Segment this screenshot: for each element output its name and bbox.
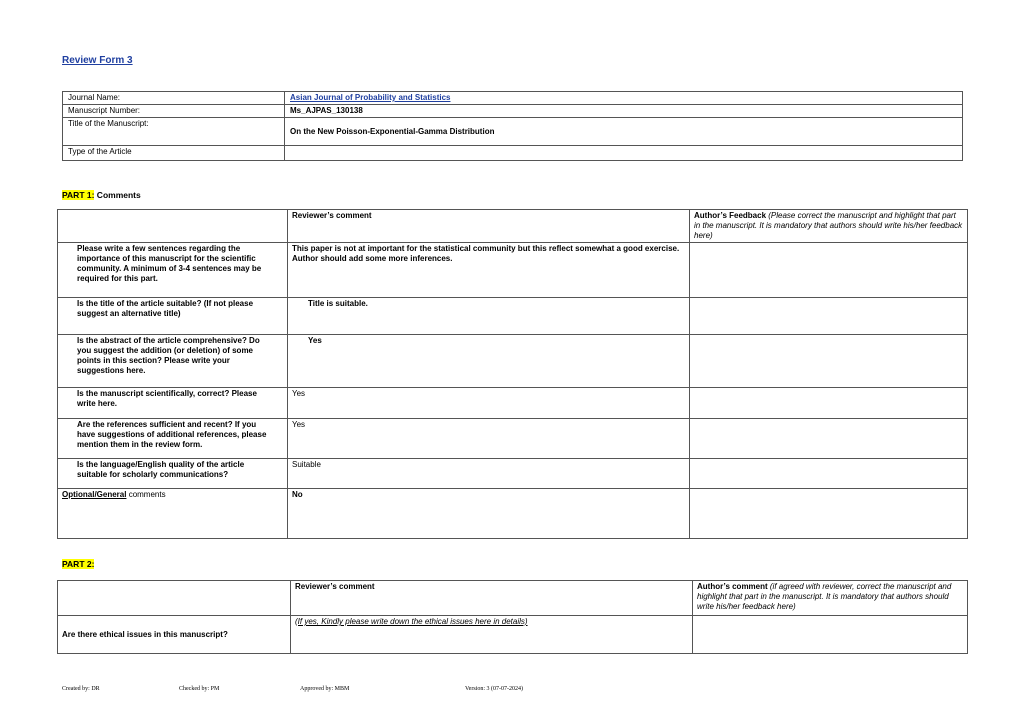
author-feedback-cell[interactable] [690, 419, 968, 459]
author-feedback-cell[interactable] [690, 335, 968, 388]
author-feedback-header-note: (Please correct the manuscript and highlight that part in the manuscript. It is mandatory that authors should write his/her feedback here) [694, 211, 963, 240]
reviewer-answer[interactable]: Suitable [288, 459, 690, 489]
ethical-question: Are there ethical issues in this manuscript? [58, 616, 291, 654]
question-cell: Are the references sufficient and recent? If you have suggestions of additional references, please mention them in the review form. [58, 419, 288, 459]
question-cell: Is the abstract of the article comprehensive? Do you suggest the addition (or deletion) of some points in this section? Please write your suggestions here. [58, 335, 288, 388]
footer-version: Version: 3 (07-07-2024) [465, 686, 523, 692]
part2-ethics-table [57, 580, 968, 654]
manuscript-title-value: On the New Poisson-Exponential-Gamma Distribution [285, 118, 963, 146]
question-cell: Please write a few sentences regarding the importance of this manuscript for the scientific community. A minimum of 3-4 sentences may be required for this part. [58, 243, 288, 298]
form-title: Review Form 3 [62, 55, 133, 66]
table-row [58, 388, 968, 419]
table-row [58, 616, 968, 654]
footer-checked: Checked by: PM [179, 686, 220, 692]
author-comment-cell[interactable] [693, 616, 968, 654]
reviewer-answer[interactable]: This paper is not at important for the statistical community but this reflect somewhat a good exercise. Author should add some more inferences. [288, 243, 690, 298]
author-comment-header [693, 581, 968, 616]
article-type-label: Type of the Article [63, 146, 285, 161]
table-row [58, 489, 968, 539]
reviewer-answer[interactable]: Yes [288, 419, 690, 459]
manuscript-number-label: Manuscript Number: [63, 105, 285, 118]
table-header-row [58, 581, 968, 616]
manuscript-number-value: Ms_AJPAS_130138 [285, 105, 963, 118]
author-comment-header-note: (if agreed with reviewer, correct the manuscript and highlight that part in the manuscript. It is mandatory that authors should write his/her feedback here) [697, 582, 952, 611]
table-header-row [58, 210, 968, 243]
part1-heading [62, 190, 141, 200]
empty-header-cell [58, 581, 291, 616]
table-row [58, 419, 968, 459]
table-row [58, 459, 968, 489]
table-row [63, 118, 963, 146]
part1-comments-table [57, 209, 968, 539]
reviewer-comment-header: Reviewer’s comment [288, 210, 690, 243]
part2-heading [62, 559, 94, 569]
table-row [63, 146, 963, 161]
table-row [63, 92, 963, 105]
journal-name-link[interactable]: Asian Journal of Probability and Statistics [290, 93, 451, 102]
manuscript-info-table [62, 91, 963, 161]
table-row [58, 335, 968, 388]
question-cell: Is the title of the article suitable? (If not please suggest an alternative title) [58, 298, 288, 335]
author-feedback-cell[interactable] [690, 489, 968, 539]
author-feedback-header-bold: Author’s Feedback [694, 211, 767, 220]
footer-approved: Approved by: MBM [300, 686, 350, 692]
optional-suffix: comments [126, 490, 166, 499]
footer-created: Created by: DR [62, 686, 100, 692]
part1-label: PART 1: [62, 190, 95, 200]
part2-label: PART 2: [62, 559, 95, 569]
reviewer-answer[interactable]: Yes [288, 335, 690, 388]
reviewer-answer[interactable]: No [288, 489, 690, 539]
question-cell: Is the manuscript scientifically, correct? Please write here. [58, 388, 288, 419]
article-type-value [285, 146, 963, 161]
ethical-issues-hint[interactable]: (If yes, Kindly please write down the ethical issues here in details) [291, 616, 693, 654]
question-cell: Is the language/English quality of the article suitable for scholarly communications? [58, 459, 288, 489]
author-feedback-header [690, 210, 968, 243]
reviewer-comment-header: Reviewer’s comment [291, 581, 693, 616]
author-feedback-cell[interactable] [690, 243, 968, 298]
table-row [58, 243, 968, 298]
table-row [63, 105, 963, 118]
journal-name-label: Journal Name: [63, 92, 285, 105]
reviewer-answer[interactable]: Yes [288, 388, 690, 419]
optional-label: Optional/General [62, 490, 127, 499]
table-row [58, 298, 968, 335]
reviewer-answer[interactable]: Title is suitable. [288, 298, 690, 335]
empty-header-cell [58, 210, 288, 243]
author-feedback-cell[interactable] [690, 388, 968, 419]
part1-suffix: Comments [94, 190, 141, 200]
author-feedback-cell[interactable] [690, 459, 968, 489]
author-feedback-cell[interactable] [690, 298, 968, 335]
author-comment-header-bold: Author’s comment [697, 582, 768, 591]
manuscript-title-label: Title of the Manuscript: [63, 118, 285, 146]
optional-comments-label [58, 489, 288, 539]
